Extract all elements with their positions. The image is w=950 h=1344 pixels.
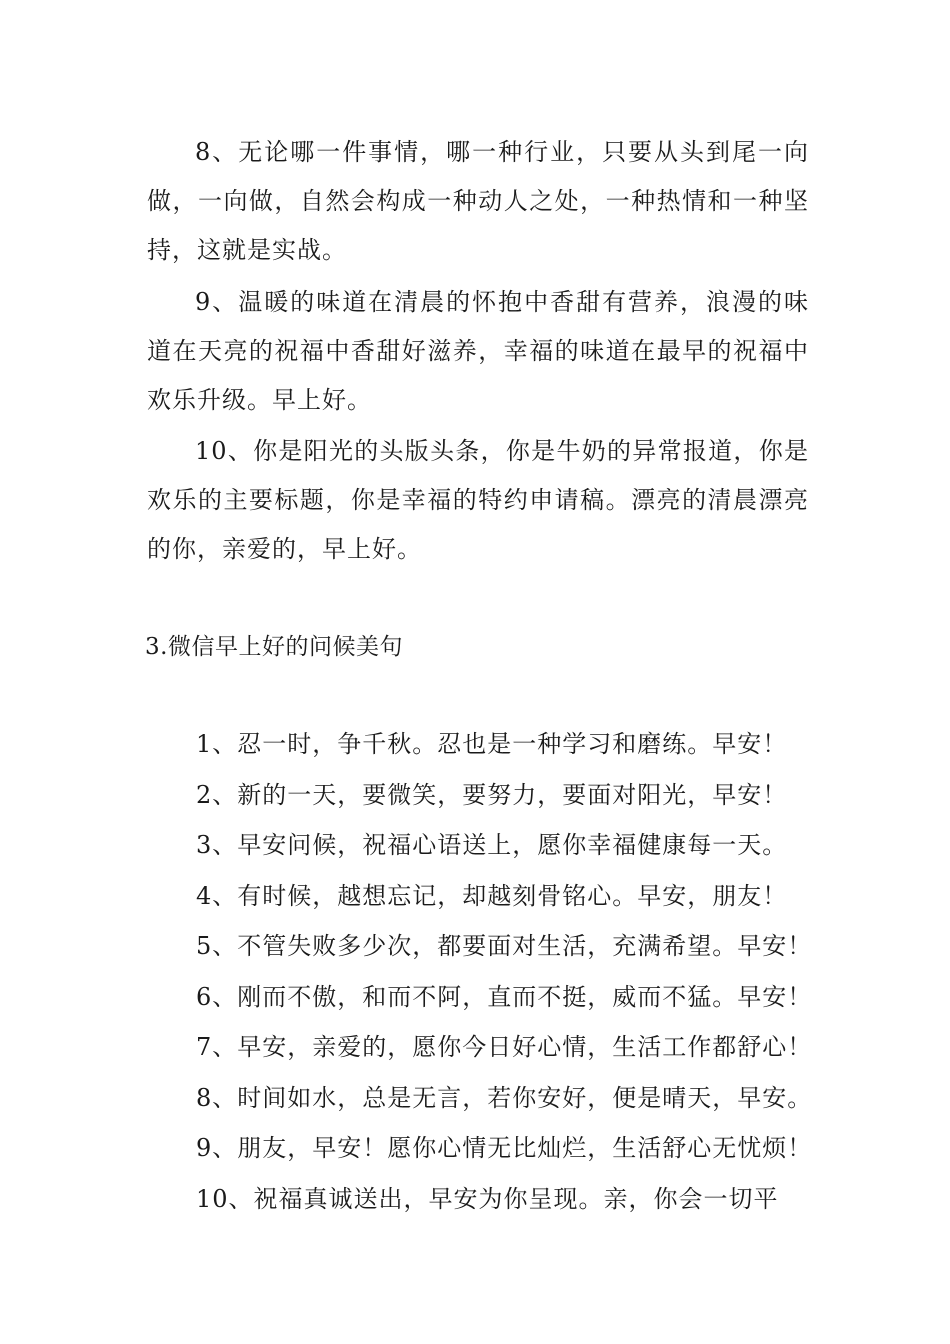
list-item: 6、刚而不傲，和而不阿，直而不挺，威而不猛。早安！	[196, 982, 813, 1011]
list-item: 7、早安，亲爱的，愿你今日好心情，生活工作都舒心！	[196, 1033, 813, 1061]
section-heading: 3.微信早上好的问候美句	[145, 634, 403, 660]
list-item: 4、有时候，越想忘记，却越刻骨铭心。早安，朋友！	[196, 881, 788, 910]
paragraph-10: 10、你是阳光的头版头条，你是牛奶的异常报道，你是欢乐的主要标题，你是幸福的特约申请稿。漂亮的清晨漂亮的你，亲爱的，早上好。	[147, 437, 809, 563]
paragraph-9: 9、温暖的味道在清晨的怀抱中香甜有营养，浪漫的味道在天亮的祝福中香甜好滋养，幸福的味道在最早的祝福中欢乐升级。早上好。	[147, 288, 809, 414]
paragraph-8: 8、无论哪一件事情，哪一种行业，只要从头到尾一向做，一向做，自然会构成一种动人之处，一种热情和一种坚持，这就是实战。	[147, 138, 809, 264]
list-item: 5、不管失败多少次，都要面对生活，充满希望。早安！	[196, 932, 813, 960]
greeting-list	[196, 727, 816, 1232]
list-item: 10、祝福真诚送出，早安为你呈现。亲，你会一切平	[196, 1184, 779, 1213]
list-item: 9、朋友，早安！愿你心情无比灿烂，生活舒心无忧烦！	[196, 1134, 813, 1162]
list-item: 1、忍一时，争千秋。忍也是一种学习和磨练。早安！	[196, 730, 788, 758]
list-item: 3、早安问候，祝福心语送上，愿你幸福健康每一天。	[196, 831, 788, 859]
list-item: 8、时间如水，总是无言，若你安好，便是晴天，早安。	[196, 1083, 813, 1112]
list-item: 2、新的一天，要微笑，要努力，要面对阳光，早安！	[196, 780, 788, 809]
